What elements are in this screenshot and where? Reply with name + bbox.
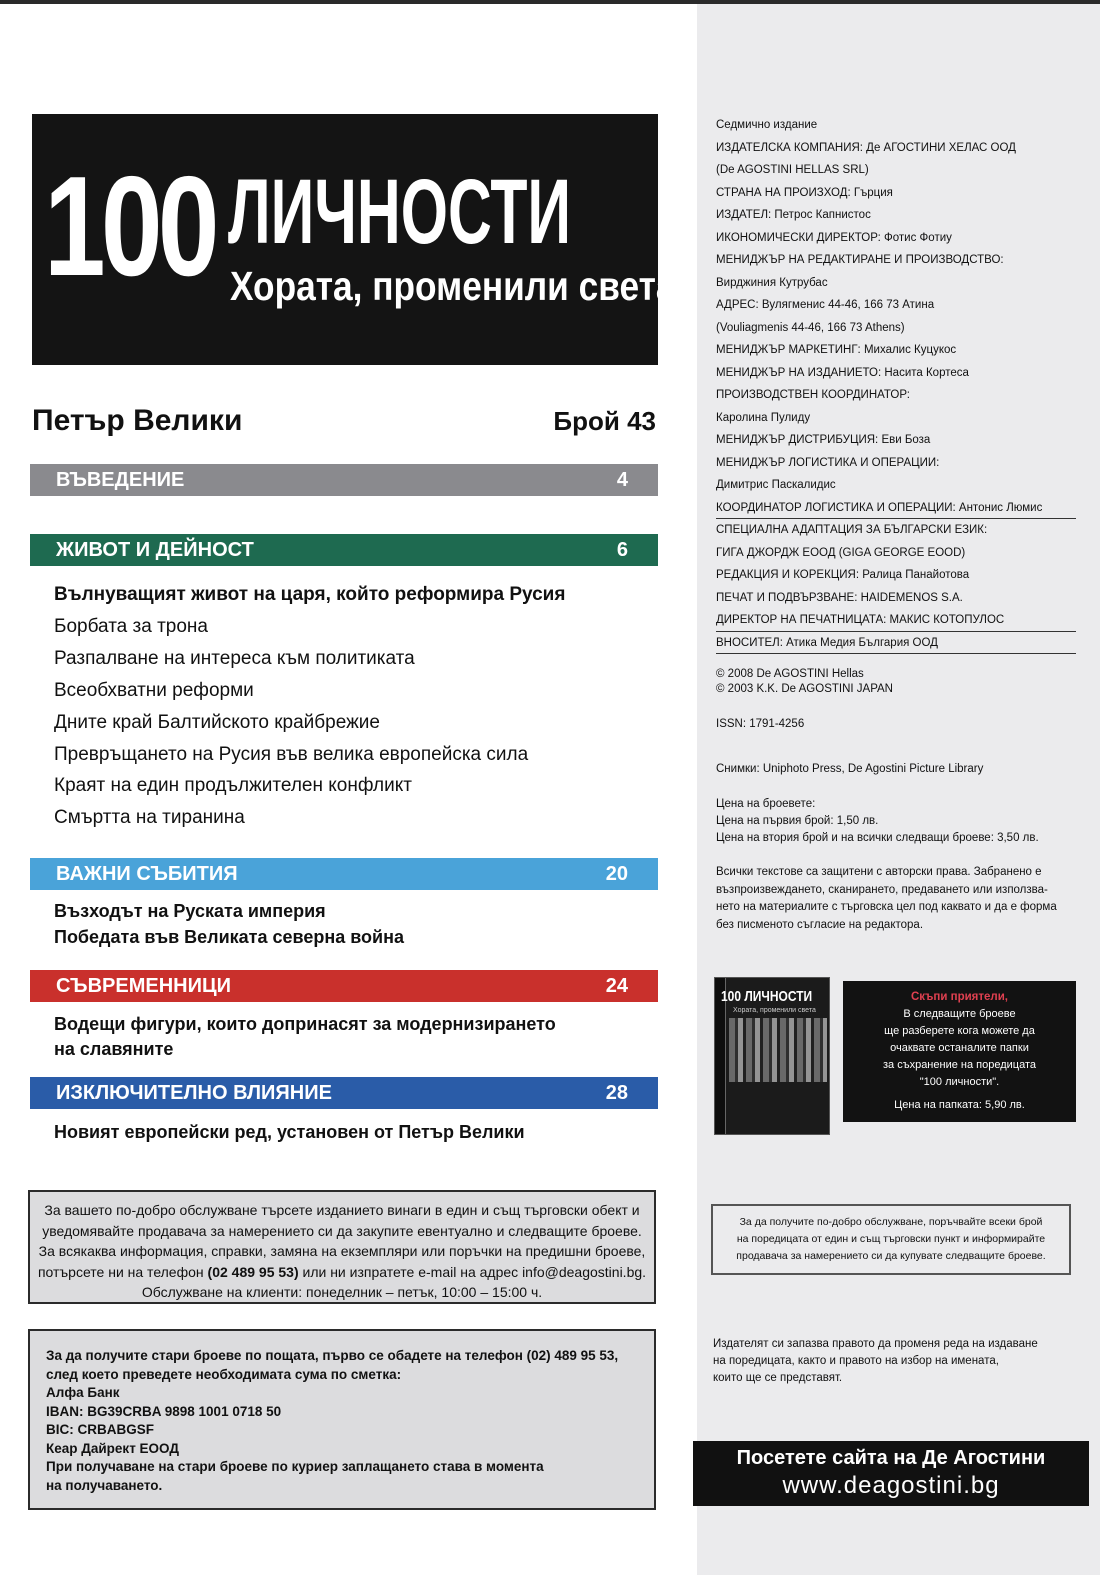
service-line: уведомявайте продавача за намерението си да закупите евентуално и следващите броеве. xyxy=(42,1222,642,1239)
issn: ISSN: 1791-4256 xyxy=(716,718,805,730)
section-bar-contemporaries[interactable] xyxy=(30,970,658,1002)
imprint-line: АДРЕС: Вулягменис 44-46, 166 73 Атина xyxy=(716,299,935,311)
imprint-line: ИКОНОМИЧЕСКИ ДИРЕКТОР: Фотис Фотиу xyxy=(716,231,952,244)
imprint-line: ПЕЧАТ И ПОДВЪРЗВАНЕ: HAIDEMENOS S.A. xyxy=(716,591,963,604)
imprint-list xyxy=(716,114,1076,654)
back-issues-line: след което преведете необходимата сума по сметка: xyxy=(46,1366,402,1382)
section-title: ВАЖНИ СЪБИТИЯ xyxy=(56,863,238,885)
section-title: ВЪВЕДЕНИЕ xyxy=(56,469,185,491)
publisher-notice xyxy=(713,1336,1038,1387)
notice-line: Издателят си запазва правото да променя реда на издаване xyxy=(713,1338,1038,1350)
issue-number: Брой 43 xyxy=(553,406,656,436)
price-line: Цена на броевете: xyxy=(716,798,816,810)
toc-item[interactable]: Възходът на Руската империя xyxy=(54,901,326,921)
order-note-line: продавача за намерението си да купувате следващите броеве. xyxy=(736,1250,1046,1262)
imprint-line: МЕНИДЖЪР МАРКЕТИНГ: Михалис Куцукос xyxy=(716,344,957,356)
binder-title: 100 ЛИЧНОСТИ xyxy=(721,988,813,1005)
copyright-line: © 2008 De AGOSTINI Hellas xyxy=(716,668,864,680)
email-text[interactable]: или ни изпратете e-mail на адрес info@deagostini.bg. xyxy=(298,1263,647,1280)
promo-line: за съхранение на поредицата xyxy=(882,1059,1036,1071)
imprint-line: МЕНИДЖЪР НА РЕДАКТИРАНЕ И ПРОИЗВОДСТВО: xyxy=(716,254,1004,266)
section-page-number: 6 xyxy=(616,539,628,561)
masthead-number: 100 xyxy=(44,147,215,306)
section-page-number: 24 xyxy=(605,975,628,997)
promo-line: ще разберете кога можете да xyxy=(884,1025,1035,1037)
toc-item[interactable]: Всеобхватни реформи xyxy=(54,680,254,701)
portrait-mosaic xyxy=(729,1018,827,1082)
promo-line: В следващите броеве xyxy=(903,1008,1016,1020)
service-hours: Обслужване на клиенти: понеделник – петък, 10:00 – 15:00 ч. xyxy=(141,1284,543,1300)
masthead-subtitle: Хората, променили света xyxy=(230,263,676,309)
toc-item[interactable]: Превръщането на Русия във велика европейска сила xyxy=(54,744,529,765)
notice-line: които ще се представят. xyxy=(713,1372,843,1384)
imprint-line: ИЗДАТЕЛСКА КОМПАНИЯ: Де АГОСТИНИ ХЕЛАС ООД xyxy=(716,141,1016,154)
toc-item[interactable]: Борбата за трона xyxy=(54,616,208,637)
order-note-line: За да получите по-добро обслужване, поръчвайте всеки брой xyxy=(739,1216,1043,1228)
section-page-number: 28 xyxy=(605,1082,628,1104)
rights-line: възпроизвеждането, сканирането, предаването или използва- xyxy=(716,883,1048,896)
promo-line: очаквате останалите папки xyxy=(890,1042,1029,1054)
section-page-number: 4 xyxy=(616,469,628,491)
copyright-line: © 2003 K.K. De AGOSTINI JAPAN xyxy=(716,683,893,695)
service-text: потърсете ни на телефон xyxy=(37,1263,208,1280)
binder-promo-box xyxy=(843,981,1076,1122)
service-line xyxy=(30,1262,654,1283)
website-banner-title: Посетете сайта на Де Агостини xyxy=(736,1447,1046,1469)
section-bar-life[interactable] xyxy=(30,534,658,566)
back-issues-line: За да получите стари броеве по пощата, първо се обадете на телефон (02) 489 95 53, xyxy=(46,1348,619,1363)
toc-item[interactable]: Водещи фигури, които допринасят за модернизирането xyxy=(54,1014,556,1034)
imprint-line: Каролина Пулиду xyxy=(716,411,811,424)
notice-line: на поредицата, както и правото на избор на имената, xyxy=(713,1355,999,1367)
binder-subtitle: Хората, променили света xyxy=(733,1007,816,1014)
toc-item-continuation[interactable]: на славяните xyxy=(54,1039,174,1059)
binder-image xyxy=(714,977,830,1135)
imprint-line: СПЕЦИАЛНА АДАПТАЦИЯ ЗА БЪЛГАРСКИ ЕЗИК: xyxy=(716,524,988,536)
section-page-number: 20 xyxy=(605,863,628,885)
account-holder: Кеар Дайрект ЕООД xyxy=(46,1440,179,1456)
section-bar-influence[interactable] xyxy=(30,1077,658,1109)
issue-title: Петър Велики xyxy=(32,404,243,437)
imprint-line: СТРАНА НА ПРОИЗХОД: Гърция xyxy=(716,186,893,199)
back-issues-line: на получаването. xyxy=(46,1477,163,1493)
masthead xyxy=(32,114,676,365)
copyright xyxy=(716,667,893,697)
price-line: Цена на първия брой: 1,50 лв. xyxy=(716,815,879,827)
section-title: ЖИВОТ И ДЕЙНОСТ xyxy=(56,539,254,561)
promo-heading: Скъпи приятели, xyxy=(910,991,1008,1003)
imprint-line: Седмично издание xyxy=(716,119,818,131)
imprint-line: ИЗДАТЕЛ: Петрос Капнистос xyxy=(716,209,871,221)
promo-line: "100 личности". xyxy=(919,1076,1000,1088)
bank-name: Алфа Банк xyxy=(46,1385,120,1400)
toc-item[interactable]: Смъртта на тиранина xyxy=(54,807,245,828)
imprint-line: МЕНИДЖЪР ЛОГИСТИКА И ОПЕРАЦИИ: xyxy=(716,456,940,469)
website-link[interactable]: www.deagostini.bg xyxy=(782,1472,1000,1499)
service-line: За вашето по-добро обслужване търсете изданието винаги в един и същ търговски обект и xyxy=(44,1202,640,1218)
imprint-line: РЕДАКЦИЯ И КОРЕКЦИЯ: Ралица Панайотова xyxy=(716,569,970,581)
bic: BIC: CRBABGSF xyxy=(46,1422,154,1437)
price-line: Цена на втория брой и на всички следващи броеве: 3,50 лв. xyxy=(716,832,1039,844)
back-issues-line: При получаване на стари броеве по куриер заплащането става в момента xyxy=(46,1459,544,1474)
section-title: СЪВРЕМЕННИЦИ xyxy=(56,975,231,997)
order-note-box xyxy=(711,1204,1071,1275)
iban: IBAN: BG39CRBA 9898 1001 0718 50 xyxy=(46,1403,282,1419)
back-issues-box xyxy=(28,1329,656,1510)
toc-item[interactable]: Новият европейски ред, установен от Петър Велики xyxy=(54,1122,525,1142)
toc-item[interactable]: Краят на един продължителен конфликт xyxy=(54,775,412,796)
toc-item[interactable]: Победата във Великата северна война xyxy=(54,927,404,947)
imprint-line: МЕНИДЖЪР ДИСТРИБУЦИЯ: Еви Боза xyxy=(716,434,931,446)
imprint-line: (Vouliagmenis 44-46, 166 73 Athens) xyxy=(716,321,905,334)
phone-number[interactable]: (02 489 95 53) xyxy=(207,1263,299,1280)
imprint-line: ДИРЕКТОР НА ПЕЧАТНИЦАТА: МАКИС КОТОПУЛОС xyxy=(716,609,1076,632)
imprint-line: ПРОИЗВОДСТВЕН КООРДИНАТОР: xyxy=(716,389,910,401)
toc-item[interactable]: Разпалване на интереса към политиката xyxy=(54,648,415,669)
toc-item[interactable]: Дните край Балтийското крайбрежие xyxy=(54,712,380,733)
service-line: За всякаква информация, справки, замяна на екземпляри или поръчки на предишни броеве, xyxy=(38,1243,646,1259)
imprint-line: (De AGOSTINI HELLAS SRL) xyxy=(716,164,869,176)
rights-line: Всички текстове са защитени с авторски права. Забранено е xyxy=(716,866,1042,878)
rights-line: без писменото съгласие на редактора. xyxy=(716,918,924,931)
imprint-line: Вирджиния Кутрубас xyxy=(716,276,828,289)
imprint-line: Димитрис Паскалидис xyxy=(716,479,836,491)
order-note-line: на поредицата от един и същ търговски пункт и информирайте xyxy=(736,1233,1046,1245)
website-banner[interactable] xyxy=(693,1441,1089,1506)
imprint-line: КООРДИНАТОР ЛОГИСТИКА И ОПЕРАЦИИ: Антонис Люмис xyxy=(716,497,1076,520)
masthead-title: ЛИЧНОСТИ xyxy=(228,161,572,263)
photo-credits: Снимки: Uniphoto Press, De Agostini Picture Library xyxy=(716,763,984,775)
section-bar-events[interactable] xyxy=(30,858,658,890)
imprint-line: МЕНИДЖЪР НА ИЗДАНИЕТО: Насита Кортеса xyxy=(716,366,969,379)
imprint-line: ГИГА ДЖОРДЖ ЕООД (GIGA GEORGE EOOD) xyxy=(716,546,966,559)
imprint-line: ВНОСИТЕЛ: Атика Медия България ООД xyxy=(716,632,1076,655)
customer-service-box xyxy=(28,1190,656,1304)
section-bar-introduction[interactable] xyxy=(30,464,658,496)
binder-price: Цена на папката: 5,90 лв. xyxy=(894,1099,1025,1111)
rights-line: нето на материалите с търговска цел под каквато и да е форма xyxy=(716,901,1057,913)
rights-notice xyxy=(716,864,1078,934)
price-list xyxy=(716,796,1039,847)
toc-headline[interactable]: Вълнуващият живот на царя, който реформира Русия xyxy=(54,584,566,605)
section-title: ИЗКЛЮЧИТЕЛНО ВЛИЯНИЕ xyxy=(56,1082,332,1104)
